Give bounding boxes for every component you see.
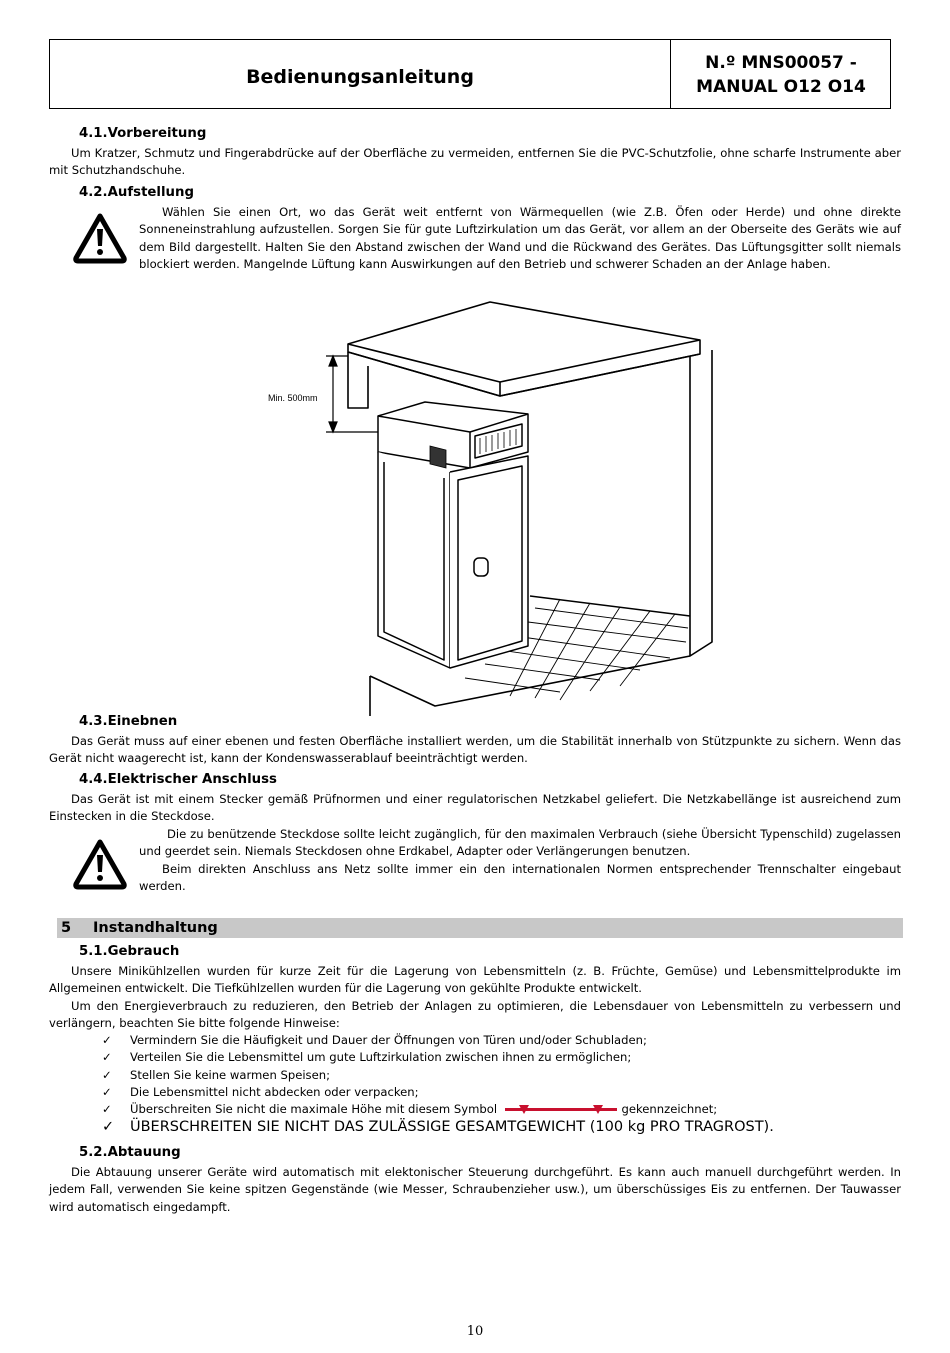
warning-triangle-icon: [72, 838, 128, 894]
text-line: Sonneneinstrahlung aufzustellen. Sorgen Sie für gute Luftzirkulation um das Gerät, vor allem an der Oberseite des Geräts wie auf: [139, 222, 901, 237]
max-height-symbol-icon: [505, 1104, 617, 1116]
checkmark-icon: ✓: [102, 1084, 112, 1099]
installation-clearance-figure: [260, 296, 730, 716]
heading-4-3: 4.3.Einebnen: [79, 714, 178, 729]
text-line: jedem Fall, verwenden Sie keine spitzen Gegenstände (wie Messer, Schraubenzieher usw.), um überschüssiges Eis zu entfernen. Der Tauwasser: [49, 1182, 901, 1197]
text-line: und geerdet sein. Niemals Steckdosen ohne Erdkabel, Adapter oder Verlängerungen benutzen.: [139, 844, 691, 859]
heading-5-1: 5.1.Gebrauch: [79, 944, 180, 959]
document-number-line1: N.º MNS00057 -: [705, 53, 857, 73]
text-line: Um Kratzer, Schmutz und Fingerabdrücke auf der Oberfläche zu vermeiden, entfernen Sie die PVC-Schutzfolie, ohne scharfe Instrumente aber: [71, 146, 901, 160]
document-header: [49, 39, 891, 109]
list-item: [102, 1117, 902, 1137]
list-item-text: Verteilen Sie die Lebensmittel um gute Luftzirkulation zwischen ihnen zu ermöglichen;: [130, 1050, 632, 1065]
list-item-text: Vermindern Sie die Häufigkeit und Dauer der Öffnungen von Türen und/oder Schubladen;: [130, 1033, 647, 1047]
list-item-text: Stellen Sie keine warmen Speisen;: [130, 1067, 330, 1082]
paragraph-5-2: [49, 1164, 901, 1216]
text-line: dem Bild dargestellt. Halten Sie den Abstand zwischen der Wand und die Rückwand des Gerätes. Das Lüftungsgitter sollt niemals: [139, 239, 901, 254]
document-number-line2: MANUAL O12 O14: [696, 77, 866, 97]
checkmark-icon: ✓: [102, 1102, 112, 1117]
text-line: Unsere Minikühlzellen wurden für kurze Zeit für die Lagerung von Lebensmitteln (z. B. Früchte, Gemüse) und Lebensmittelprodukte im: [71, 964, 901, 978]
checkmark-icon: ✓: [102, 1067, 112, 1082]
text-line: mit Schutzhandschuhe.: [49, 163, 186, 178]
text-line: Allgemeinen entwickelt. Die Tiefkühlzellen wurden für die Lagerung von gekühlte Produkte entwickelt.: [49, 981, 642, 996]
dimension-label: Min. 500mm: [268, 393, 318, 403]
text-line: blockiert werden. Mangelnde Lüftung kann Auswirkungen auf den Betrieb und schwerer Schaden an der Anlage haben.: [139, 256, 831, 271]
text-line: werden.: [139, 878, 186, 893]
installation-illustration: [260, 296, 730, 716]
paragraph-4-2: [139, 204, 901, 273]
document-title: Bedienungsanleitung: [50, 40, 671, 108]
page-number: 10: [466, 1324, 484, 1339]
list-item-text: ÜBERSCHREITEN SIE NICHT DAS ZULÄSSIGE GESAMTGEWICHT (100 kg PRO TRAGROST).: [130, 1119, 774, 1136]
list-item-text: Überschreiten Sie nicht die maximale Höhe mit diesem Symbol: [130, 1102, 498, 1117]
paragraph-5-1: [49, 963, 901, 1032]
paragraph-4-4b: [139, 826, 901, 895]
paragraph-4-1: [49, 145, 901, 180]
paragraph-4-3: [49, 733, 901, 768]
checkmark-icon: ✓: [102, 1050, 112, 1065]
section-5-bar: [57, 918, 903, 938]
text-line: Die Abtauung unserer Geräte wird automatisch mit elektonischer Steuerung durchgeführt. Es kann auch manuell durchgeführt werden. In: [71, 1165, 901, 1179]
list-item: [102, 1067, 902, 1084]
checkmark-icon: ✓: [102, 1119, 115, 1136]
list-item-text-suffix: gekennzeichnet;: [621, 1102, 718, 1117]
checkmark-icon: ✓: [102, 1033, 112, 1047]
heading-5-2: 5.2.Abtauung: [79, 1145, 181, 1160]
text-line: Gerät nicht waagerecht ist, kann der Kondenswasserablauf beeinträchtigt werden.: [49, 751, 528, 766]
list-item-text: Die Lebensmittel nicht abdecken oder verpacken;: [130, 1084, 419, 1099]
heading-4-1: 4.1.Vorbereitung: [79, 126, 207, 141]
text-line: Einstecken in die Steckdose.: [49, 809, 215, 824]
text-line: Das Gerät muss auf einer ebenen und festen Oberfläche installiert werden, um die Stabilität innerhalb von Stützpunkte zu sichern. Wenn das: [71, 734, 901, 748]
text-line: Das Gerät ist mit einem Stecker gemäß Prüfnormen und einer regulatorischen Netzkabel geliefert. Die Netzkabellänge ist ausreichend zum: [71, 792, 901, 806]
hint-list: [102, 1032, 902, 1137]
list-item: [102, 1101, 902, 1118]
text-line: Beim direkten Anschluss ans Netz sollte immer ein den internationalen Normen entsprechender Trennschalter eingebaut: [162, 861, 901, 876]
list-item: [102, 1049, 902, 1066]
list-item: [102, 1032, 902, 1049]
text-line: wird automatisch eingedampft.: [49, 1199, 231, 1214]
section-title: Instandhaltung: [93, 920, 218, 936]
heading-4-2: 4.2.Aufstellung: [79, 185, 195, 200]
document-number: [672, 40, 890, 108]
list-item: [102, 1084, 902, 1101]
heading-4-4: 4.4.Elektrischer Anschluss: [79, 772, 277, 787]
text-line: Um den Energieverbrauch zu reduzieren, den Betrieb der Anlagen zu optimieren, die Lebensdauer von Lebensmitteln zu verbessern und: [71, 998, 901, 1013]
text-line: verlängern, beachten Sie bitte folgende Hinweise:: [49, 1015, 340, 1030]
text-line: Die zu benützende Steckdose sollte leicht zugänglich, für den maximalen Verbrauch (siehe Übersicht Typenschild) zugelassen: [167, 827, 901, 841]
paragraph-4-4a: [49, 791, 901, 826]
text-line: Wählen Sie einen Ort, wo das Gerät weit entfernt von Wärmequellen (wie Z.B. Öfen oder Herde) und ohne direkte: [162, 205, 901, 219]
warning-triangle-icon: [72, 212, 128, 268]
section-number: 5: [61, 920, 72, 936]
